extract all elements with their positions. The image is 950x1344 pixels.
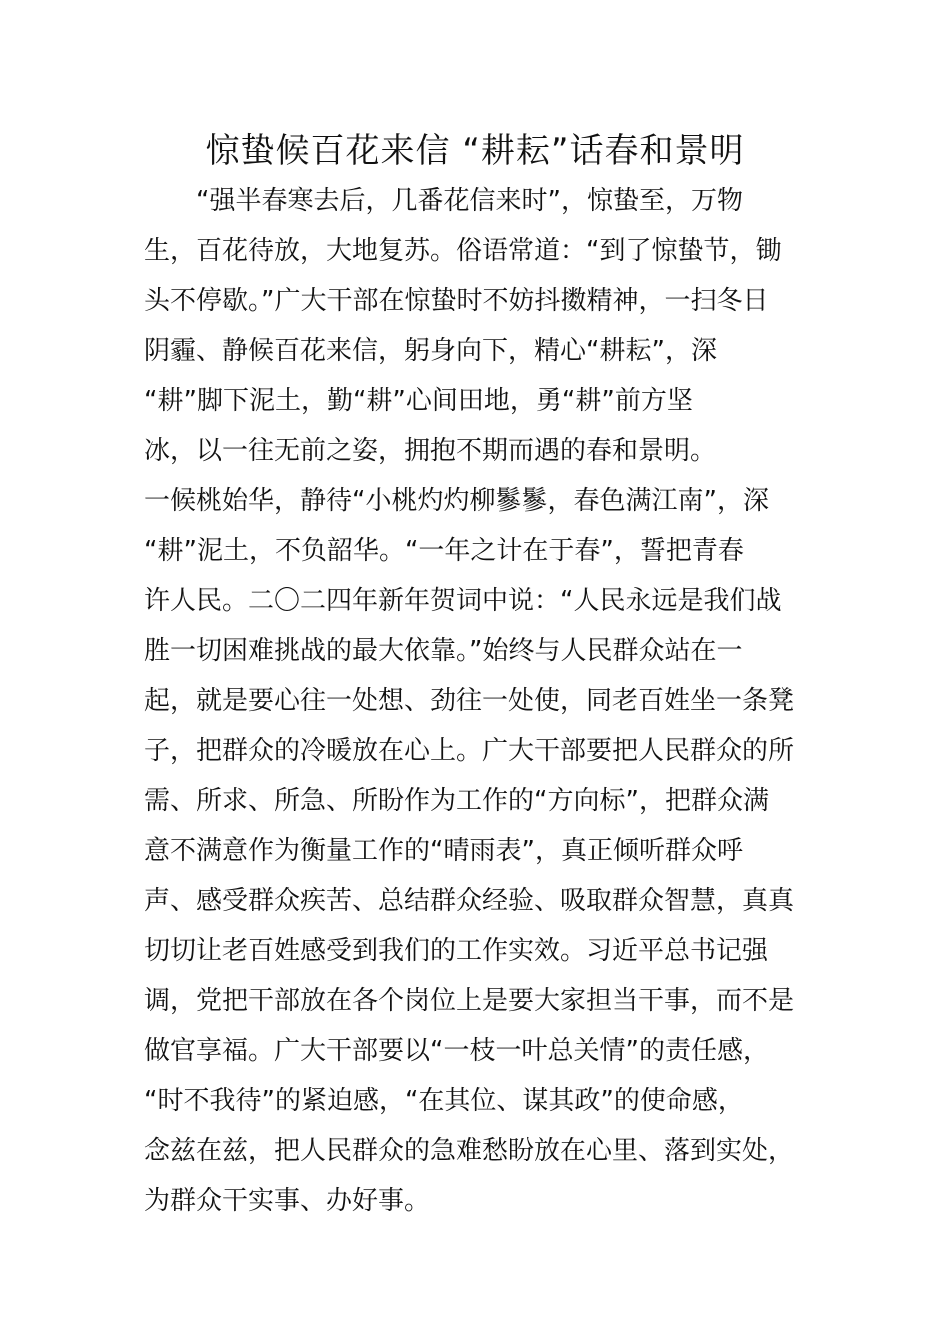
text-line: “强半春寒去后，几番花信来时”，惊蛰至，万物 xyxy=(144,186,743,216)
document-body xyxy=(144,176,808,1226)
text-line: 冰，以一往无前之姿，拥抱不期而遇的春和景明。 xyxy=(144,436,717,466)
text-line: 意不满意作为衡量工作的“晴雨表”，真正倾听群众呼 xyxy=(144,836,743,866)
text-line: “耕”泥土，不负韶华。“一年之计在于春”，誓把青春 xyxy=(144,536,744,566)
text-line: “时不我待”的紧迫感，“在其位、谋其政”的使命感， xyxy=(144,1086,744,1116)
text-line: 需、所求、所急、所盼作为工作的“方向标”，把群众满 xyxy=(144,786,769,816)
text-line: 声、感受群众疾苦、总结群众经验、吸取群众智慧，真真 xyxy=(144,886,795,916)
text-line: “耕”脚下泥土，勤“耕”心间田地，勇“耕”前方坚 xyxy=(144,386,693,416)
text-line: 念兹在兹，把人民群众的急难愁盼放在心里、落到实处， xyxy=(144,1136,795,1166)
paragraph-1 xyxy=(144,176,808,476)
text-line: 许人民。二〇二四年新年贺词中说：“人民永远是我们战 xyxy=(144,586,782,616)
text-line: 起，就是要心往一处想、劲往一处使，同老百姓坐一条凳 xyxy=(144,686,795,716)
document-title: 惊蛰候百花来信 “耕耘”话春和景明 xyxy=(205,131,745,171)
text-line: 胜一切困难挑战的最大依靠。”始终与人民群众站在一 xyxy=(144,636,743,666)
paragraph-2 xyxy=(144,476,808,1226)
text-line: 切切让老百姓感受到我们的工作实效。习近平总书记强 xyxy=(144,936,769,966)
text-line: 头不停歇。”广大干部在惊蛰时不妨抖擞精神，一扫冬日 xyxy=(144,286,769,316)
text-line: 为群众干实事、办好事。 xyxy=(144,1186,431,1216)
text-line: 生，百花待放，大地复苏。俗语常道：“到了惊蛰节，锄 xyxy=(144,236,782,266)
text-line: 一候桃始华，静待“小桃灼灼柳鬖鬖，春色满江南”，深 xyxy=(144,486,769,516)
text-line: 子，把群众的冷暖放在心上。广大干部要把人民群众的所 xyxy=(144,736,795,766)
text-line: 调，党把干部放在各个岗位上是要大家担当干事，而不是 xyxy=(144,986,795,1016)
text-line: 做官享福。广大干部要以“一枝一叶总关情”的责任感， xyxy=(144,1036,769,1066)
text-line: 阴霾、静候百花来信，躬身向下，精心“耕耘”，深 xyxy=(144,336,717,366)
